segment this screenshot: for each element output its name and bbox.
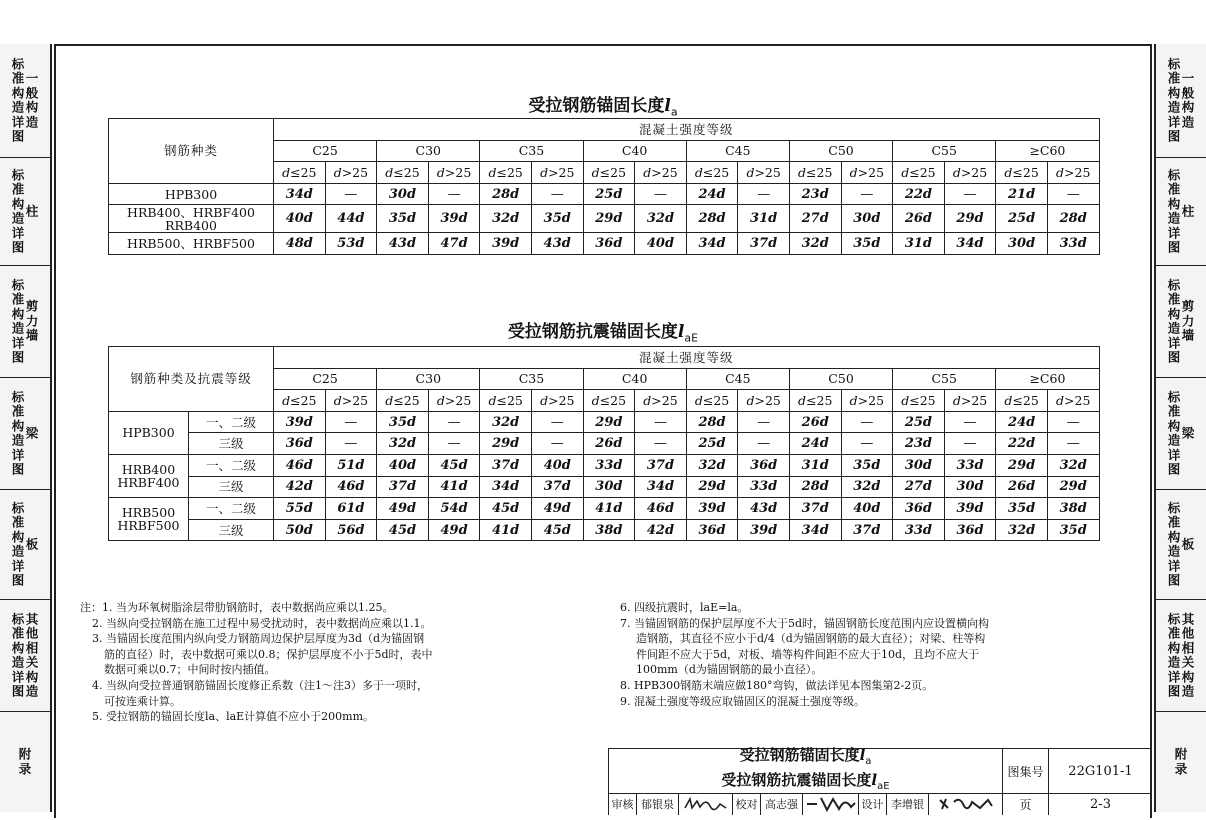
anchorage-value: — bbox=[1047, 183, 1099, 205]
table-row bbox=[109, 433, 1100, 455]
diameter-header: d≤25 bbox=[686, 390, 738, 412]
note-line: 100mm（d为锚固钢筋的最小直径）。 bbox=[636, 663, 823, 677]
category-tab-title: 一般构造 bbox=[25, 70, 39, 129]
anchorage-value: 33d bbox=[583, 454, 635, 476]
grade-header: C40 bbox=[583, 140, 686, 162]
anchorage-value: 41d bbox=[428, 476, 480, 498]
grade-header: C55 bbox=[893, 368, 996, 390]
category-tab-title: 梁 bbox=[1181, 425, 1195, 441]
diameter-header: d≤25 bbox=[377, 390, 429, 412]
anchorage-value: 33d bbox=[738, 476, 790, 498]
diameter-header: d≤25 bbox=[996, 390, 1048, 412]
anchorage-value: 39d bbox=[480, 233, 532, 255]
category-tab-title: 柱 bbox=[1181, 203, 1195, 219]
category-tab-series: 附录 bbox=[1174, 746, 1188, 776]
anchorage-value: 34d bbox=[480, 476, 532, 498]
diameter-header: d≤25 bbox=[789, 390, 841, 412]
anchorage-value: 34d bbox=[686, 233, 738, 255]
anchorage-value: 22d bbox=[893, 183, 945, 205]
note-line: 件间距不应大于5d，对板、墙等构件间距不应大于10d，且均不应大于 bbox=[636, 647, 980, 661]
designer-signature bbox=[928, 793, 1002, 815]
anchorage-value: — bbox=[738, 411, 790, 433]
anchorage-value: 36d bbox=[944, 519, 996, 541]
anchorage-value: 36d bbox=[686, 519, 738, 541]
category-tab-series: 标准构造详图 bbox=[11, 389, 25, 477]
atlas-number: 22G101-1 bbox=[1048, 749, 1152, 793]
anchorage-value: — bbox=[1047, 411, 1099, 433]
anchorage-value: 30d bbox=[944, 476, 996, 498]
note-line: 注：1. 当为环氧树脂涂层带肋钢筋时，表中数据尚应乘以1.25。 bbox=[80, 601, 394, 614]
category-tab-title: 一般构造 bbox=[1181, 70, 1195, 129]
note-line: 筋的直径）时，表中数据可乘以0.8；保护层厚度不小于5d时，表中 bbox=[104, 647, 433, 661]
anchorage-value: 30d bbox=[583, 476, 635, 498]
diameter-header: d>25 bbox=[738, 162, 790, 184]
anchorage-value: 23d bbox=[893, 433, 945, 455]
anchorage-value: — bbox=[428, 411, 480, 433]
header-row bbox=[109, 347, 1100, 369]
anchorage-value: — bbox=[325, 183, 377, 205]
category-tab-series: 标准构造详图 bbox=[11, 500, 25, 588]
category-tab-series: 标准构造详图 bbox=[1167, 56, 1181, 144]
design-label: 设计 bbox=[858, 793, 886, 815]
anchorage-value: 45d bbox=[531, 519, 583, 541]
diameter-header: d≤25 bbox=[274, 390, 326, 412]
diameter-header: d>25 bbox=[325, 162, 377, 184]
anchorage-value: 36d bbox=[274, 433, 326, 455]
category-tab-series: 标准构造详图 bbox=[1167, 167, 1181, 255]
diameter-header: d>25 bbox=[1047, 390, 1099, 412]
anchorage-value: 45d bbox=[480, 498, 532, 520]
anchorage-value: 36d bbox=[738, 454, 790, 476]
anchorage-value: 43d bbox=[531, 233, 583, 255]
anchorage-value: 42d bbox=[274, 476, 326, 498]
diameter-header: d≤25 bbox=[789, 162, 841, 184]
anchorage-value: — bbox=[531, 183, 583, 205]
anchorage-value: 25d bbox=[583, 183, 635, 205]
category-tab-series: 标准构造详图 bbox=[1167, 277, 1181, 365]
category-tab bbox=[1156, 158, 1206, 266]
diameter-header: d≤25 bbox=[377, 162, 429, 184]
anchorage-value: 32d bbox=[480, 411, 532, 433]
table2-title: 受拉钢筋抗震锚固长度$l_{aE}$ bbox=[507, 322, 699, 345]
anchorage-value: 24d bbox=[789, 433, 841, 455]
seismic-level-label: 一、二级 bbox=[189, 411, 274, 433]
anchorage-value: — bbox=[841, 411, 893, 433]
anchorage-value: 38d bbox=[583, 519, 635, 541]
anchorage-value: 45d bbox=[377, 519, 429, 541]
checker-signature bbox=[802, 793, 858, 815]
note-line: 造钢筋，其直径不应小于d/4（d为锚固钢筋的最大直径）；对梁、柱等构 bbox=[636, 632, 986, 646]
anchorage-value: 29d bbox=[583, 411, 635, 433]
anchorage-value: 25d bbox=[893, 411, 945, 433]
category-tab bbox=[1156, 600, 1206, 712]
grade-header: C50 bbox=[789, 368, 892, 390]
anchorage-value: 31d bbox=[738, 205, 790, 233]
anchorage-value: 26d bbox=[583, 433, 635, 455]
anchorage-value: 29d bbox=[1047, 476, 1099, 498]
anchorage-value: 32d bbox=[377, 433, 429, 455]
anchorage-value: 39d bbox=[738, 519, 790, 541]
anchorage-value: 40d bbox=[635, 233, 687, 255]
category-tab-series: 标准构造详图 bbox=[11, 277, 25, 365]
anchorage-value: 28d bbox=[686, 205, 738, 233]
grade-header: C30 bbox=[377, 368, 480, 390]
anchorage-value: 35d bbox=[841, 233, 893, 255]
category-tab-title: 柱 bbox=[25, 203, 39, 219]
notes-left bbox=[80, 600, 610, 725]
anchorage-value: 35d bbox=[996, 498, 1048, 520]
anchorage-value: 25d bbox=[686, 433, 738, 455]
category-tab bbox=[1156, 490, 1206, 600]
note-line: 3. 当锚固长度范围内纵向受力钢筋周边保护层厚度为3d（d为锚固钢 bbox=[92, 632, 425, 646]
anchorage-value: 37d bbox=[531, 476, 583, 498]
diameter-header: d≤25 bbox=[274, 162, 326, 184]
anchorage-value: — bbox=[428, 183, 480, 205]
left-category-sidebar bbox=[0, 44, 52, 812]
note-line: 6. 四级抗震时，laE=la。 bbox=[620, 601, 749, 614]
note-line: 5. 受拉钢筋的锚固长度la、laE计算值不应小于200mm。 bbox=[92, 710, 375, 724]
anchorage-value: 33d bbox=[1047, 233, 1099, 255]
grade-header: C55 bbox=[893, 140, 996, 162]
anchorage-value: 51d bbox=[325, 454, 377, 476]
category-tab bbox=[1156, 712, 1206, 812]
seismic-level-label: 三级 bbox=[189, 476, 274, 498]
anchorage-value: 28d bbox=[1047, 205, 1099, 233]
category-tab-title: 剪力墙 bbox=[25, 298, 39, 343]
anchorage-value: — bbox=[325, 411, 377, 433]
anchorage-value: 22d bbox=[996, 433, 1048, 455]
anchorage-value: 25d bbox=[996, 205, 1048, 233]
seismic-level-label: 三级 bbox=[189, 433, 274, 455]
anchorage-value: 28d bbox=[789, 476, 841, 498]
anchorage-value: 37d bbox=[480, 454, 532, 476]
diameter-header: d>25 bbox=[635, 390, 687, 412]
anchorage-value: 31d bbox=[893, 233, 945, 255]
anchorage-value: 26d bbox=[789, 411, 841, 433]
anchorage-value: 47d bbox=[428, 233, 480, 255]
category-tab-title: 梁 bbox=[25, 425, 39, 441]
anchorage-value: 34d bbox=[635, 476, 687, 498]
anchorage-value: 29d bbox=[583, 205, 635, 233]
diameter-header: d>25 bbox=[1047, 162, 1099, 184]
anchorage-value: 39d bbox=[428, 205, 480, 233]
reviewer-name: 郁银泉 bbox=[636, 793, 678, 815]
title-block bbox=[608, 748, 1152, 814]
diameter-header: d≤25 bbox=[893, 162, 945, 184]
grade-group-header: 混凝土强度等级 bbox=[274, 119, 1100, 141]
check-label: 校对 bbox=[732, 793, 760, 815]
anchorage-value: — bbox=[635, 411, 687, 433]
anchorage-value: 37d bbox=[377, 476, 429, 498]
table-row bbox=[109, 233, 1100, 255]
anchorage-value: 35d bbox=[1047, 519, 1099, 541]
table-row bbox=[109, 454, 1100, 476]
note-line: 4. 当纵向受拉普通钢筋锚固长度修正系数（注1～注3）多于一项时， bbox=[92, 678, 428, 692]
anchorage-value: — bbox=[738, 433, 790, 455]
anchorage-value: 49d bbox=[377, 498, 429, 520]
anchorage-value: 40d bbox=[274, 205, 326, 233]
anchorage-value: 27d bbox=[789, 205, 841, 233]
diameter-header: d≤25 bbox=[893, 390, 945, 412]
anchorage-value: 36d bbox=[583, 233, 635, 255]
seismic-anchorage-length-table bbox=[108, 346, 1100, 541]
grade-header: C35 bbox=[480, 368, 583, 390]
anchorage-value: 37d bbox=[738, 233, 790, 255]
table-row bbox=[109, 411, 1100, 433]
category-tab bbox=[0, 600, 50, 712]
anchorage-value: 39d bbox=[274, 411, 326, 433]
review-label: 审核 bbox=[608, 793, 636, 815]
anchorage-value: 41d bbox=[480, 519, 532, 541]
anchorage-value: 50d bbox=[274, 519, 326, 541]
note-line: 8. HPB300钢筋末端应做180°弯钩，做法详见本图集第2-2页。 bbox=[620, 678, 934, 692]
corner-label: 钢筋种类及抗震等级 bbox=[109, 347, 274, 412]
diameter-header: d>25 bbox=[428, 162, 480, 184]
anchorage-value: 24d bbox=[686, 183, 738, 205]
anchorage-value: 38d bbox=[1047, 498, 1099, 520]
anchorage-value: — bbox=[841, 433, 893, 455]
anchorage-value: 30d bbox=[893, 454, 945, 476]
diameter-header: d≤25 bbox=[583, 162, 635, 184]
seismic-level-label: 一、二级 bbox=[189, 498, 274, 520]
anchorage-value: 44d bbox=[325, 205, 377, 233]
grade-header: C25 bbox=[274, 140, 377, 162]
category-tab-title: 板 bbox=[1181, 536, 1195, 552]
anchorage-value: 36d bbox=[893, 498, 945, 520]
diameter-header: d≤25 bbox=[996, 162, 1048, 184]
anchorage-value: 32d bbox=[1047, 454, 1099, 476]
anchorage-value: 37d bbox=[635, 454, 687, 476]
diameter-header: d≤25 bbox=[686, 162, 738, 184]
anchorage-value: 39d bbox=[686, 498, 738, 520]
anchorage-value: 33d bbox=[893, 519, 945, 541]
grade-header: C30 bbox=[377, 140, 480, 162]
rebar-type-label: HRB400 HRBF400 bbox=[109, 454, 189, 497]
diameter-header: d>25 bbox=[325, 390, 377, 412]
anchorage-value: — bbox=[325, 433, 377, 455]
note-line: 2. 当纵向受拉钢筋在施工过程中易受扰动时，表中数据尚应乘以1.1。 bbox=[92, 616, 432, 630]
diameter-header: d>25 bbox=[635, 162, 687, 184]
anchorage-value: 34d bbox=[789, 519, 841, 541]
anchorage-value: 43d bbox=[738, 498, 790, 520]
anchorage-value: 27d bbox=[893, 476, 945, 498]
anchorage-value: 49d bbox=[428, 519, 480, 541]
anchorage-value: 61d bbox=[325, 498, 377, 520]
anchorage-value: 34d bbox=[944, 233, 996, 255]
notes-right bbox=[620, 600, 1150, 709]
header-row bbox=[109, 119, 1100, 141]
rebar-type-label: HPB300 bbox=[109, 183, 274, 205]
table-row bbox=[109, 205, 1100, 233]
right-category-sidebar bbox=[1154, 44, 1206, 812]
diameter-header: d≤25 bbox=[480, 390, 532, 412]
category-tab-series: 标准构造详图 bbox=[1167, 389, 1181, 477]
anchorage-value: — bbox=[944, 183, 996, 205]
anchorage-value: 31d bbox=[789, 454, 841, 476]
anchorage-value: 35d bbox=[377, 411, 429, 433]
anchorage-value: 40d bbox=[377, 454, 429, 476]
diameter-header: d>25 bbox=[841, 390, 893, 412]
anchorage-value: 42d bbox=[635, 519, 687, 541]
rebar-type-label: HRB400、HRBF400 RRB400 bbox=[109, 205, 274, 233]
grade-header: ≥C60 bbox=[996, 140, 1099, 162]
anchorage-value: 32d bbox=[841, 476, 893, 498]
grade-header: C25 bbox=[274, 368, 377, 390]
table-row bbox=[109, 498, 1100, 520]
anchorage-value: — bbox=[944, 411, 996, 433]
anchorage-value: 26d bbox=[893, 205, 945, 233]
anchorage-value: 28d bbox=[480, 183, 532, 205]
grade-header: ≥C60 bbox=[996, 368, 1099, 390]
anchorage-value: 29d bbox=[686, 476, 738, 498]
category-tab-title: 板 bbox=[25, 536, 39, 552]
anchorage-value: 26d bbox=[996, 476, 1048, 498]
diameter-header: d≤25 bbox=[480, 162, 532, 184]
seismic-level-label: 一、二级 bbox=[189, 454, 274, 476]
diameter-header: d≤25 bbox=[583, 390, 635, 412]
anchorage-value: 49d bbox=[531, 498, 583, 520]
anchorage-value: 32d bbox=[996, 519, 1048, 541]
anchorage-value: 35d bbox=[841, 454, 893, 476]
category-tab bbox=[0, 712, 50, 812]
anchorage-value: — bbox=[841, 183, 893, 205]
anchorage-value: 46d bbox=[635, 498, 687, 520]
diameter-header: d>25 bbox=[531, 390, 583, 412]
anchorage-value: 40d bbox=[841, 498, 893, 520]
diameter-header: d>25 bbox=[738, 390, 790, 412]
anchorage-value: 53d bbox=[325, 233, 377, 255]
anchorage-value: 32d bbox=[686, 454, 738, 476]
anchorage-value: 32d bbox=[480, 205, 532, 233]
anchorage-value: 56d bbox=[325, 519, 377, 541]
anchorage-value: — bbox=[635, 183, 687, 205]
diameter-header: d>25 bbox=[531, 162, 583, 184]
category-tab bbox=[1156, 378, 1206, 490]
diameter-header: d>25 bbox=[944, 390, 996, 412]
anchorage-value: — bbox=[531, 411, 583, 433]
corner-label: 钢筋种类 bbox=[109, 119, 274, 184]
anchorage-value: 23d bbox=[789, 183, 841, 205]
anchorage-value: 28d bbox=[686, 411, 738, 433]
grade-header: C45 bbox=[686, 368, 789, 390]
anchorage-value: 30d bbox=[996, 233, 1048, 255]
category-tab-series: 标准构造详图 bbox=[11, 167, 25, 255]
category-tab bbox=[0, 378, 50, 490]
category-tab-title: 其他相关构造 bbox=[1181, 611, 1195, 699]
grade-group-header: 混凝土强度等级 bbox=[274, 347, 1100, 369]
anchorage-value: 45d bbox=[428, 454, 480, 476]
anchorage-value: 29d bbox=[480, 433, 532, 455]
anchorage-value: 29d bbox=[996, 454, 1048, 476]
anchorage-value: 54d bbox=[428, 498, 480, 520]
category-tab bbox=[0, 490, 50, 600]
anchorage-value: 46d bbox=[274, 454, 326, 476]
anchorage-value: — bbox=[1047, 433, 1099, 455]
category-tab-series: 标准构造详图 bbox=[11, 56, 25, 144]
grade-header: C40 bbox=[583, 368, 686, 390]
anchorage-length-table bbox=[108, 118, 1100, 255]
page-label: 页 bbox=[1002, 793, 1048, 815]
anchorage-value: — bbox=[531, 433, 583, 455]
anchorage-value: 30d bbox=[841, 205, 893, 233]
anchorage-value: 37d bbox=[841, 519, 893, 541]
category-tab bbox=[0, 158, 50, 266]
table-row bbox=[109, 519, 1100, 541]
table-row bbox=[109, 183, 1100, 205]
rebar-type-label: HRB500、HRBF500 bbox=[109, 233, 274, 255]
anchorage-value: 46d bbox=[325, 476, 377, 498]
category-tab-title: 其他相关构造 bbox=[25, 611, 39, 699]
category-tab-series: 附录 bbox=[18, 746, 32, 776]
rebar-type-label: HRB500 HRBF500 bbox=[109, 498, 189, 541]
anchorage-value: 32d bbox=[789, 233, 841, 255]
diameter-header: d>25 bbox=[944, 162, 996, 184]
note-line: 可按连乘计算。 bbox=[104, 694, 181, 708]
anchorage-value: 21d bbox=[996, 183, 1048, 205]
note-line: 7. 当锚固钢筋的保护层厚度不大于5d时，锚固钢筋长度范围内应设置横向构 bbox=[620, 616, 990, 630]
anchorage-value: 29d bbox=[944, 205, 996, 233]
anchorage-value: — bbox=[738, 183, 790, 205]
anchorage-value: — bbox=[944, 433, 996, 455]
table-row bbox=[109, 476, 1100, 498]
anchorage-value: 35d bbox=[377, 205, 429, 233]
anchorage-value: 34d bbox=[274, 183, 326, 205]
anchorage-value: 39d bbox=[944, 498, 996, 520]
atlas-number-label: 图集号 bbox=[1002, 749, 1048, 793]
category-tab-title: 剪力墙 bbox=[1181, 298, 1195, 343]
page-number: 2-3 bbox=[1048, 793, 1152, 815]
anchorage-value: 43d bbox=[377, 233, 429, 255]
diameter-header: d>25 bbox=[428, 390, 480, 412]
reviewer-signature bbox=[678, 793, 732, 815]
anchorage-value: — bbox=[428, 433, 480, 455]
grade-header: C35 bbox=[480, 140, 583, 162]
anchorage-value: — bbox=[635, 433, 687, 455]
anchorage-value: 30d bbox=[377, 183, 429, 205]
anchorage-value: 24d bbox=[996, 411, 1048, 433]
checker-name: 高志强 bbox=[760, 793, 802, 815]
rebar-type-label: HPB300 bbox=[109, 411, 189, 454]
anchorage-value: 40d bbox=[531, 454, 583, 476]
grade-header: C50 bbox=[789, 140, 892, 162]
title-block-title: 受拉钢筋锚固长度$l_a$ 受拉钢筋抗震锚固长度$l_{aE}$ bbox=[608, 749, 1002, 793]
note-line: 9. 混凝土强度等级应取锚固区的混凝土强度等级。 bbox=[620, 694, 865, 708]
anchorage-value: 32d bbox=[635, 205, 687, 233]
grade-header: C45 bbox=[686, 140, 789, 162]
anchorage-value: 48d bbox=[274, 233, 326, 255]
diameter-header: d>25 bbox=[841, 162, 893, 184]
seismic-level-label: 三级 bbox=[189, 519, 274, 541]
category-tab-series: 标准构造详图 bbox=[1167, 500, 1181, 588]
table1-title: 受拉钢筋锚固长度$l_a$ bbox=[528, 96, 678, 119]
anchorage-value: 35d bbox=[531, 205, 583, 233]
category-tab-series: 标准构造详图 bbox=[11, 611, 25, 699]
category-tab-series: 标准构造详图 bbox=[1167, 611, 1181, 699]
note-line: 数据可乘以0.7；中间时按内插值。 bbox=[104, 663, 276, 677]
anchorage-value: 33d bbox=[944, 454, 996, 476]
anchorage-value: 55d bbox=[274, 498, 326, 520]
anchorage-value: 41d bbox=[583, 498, 635, 520]
anchorage-value: 37d bbox=[789, 498, 841, 520]
designer-name: 李增银 bbox=[886, 793, 928, 815]
